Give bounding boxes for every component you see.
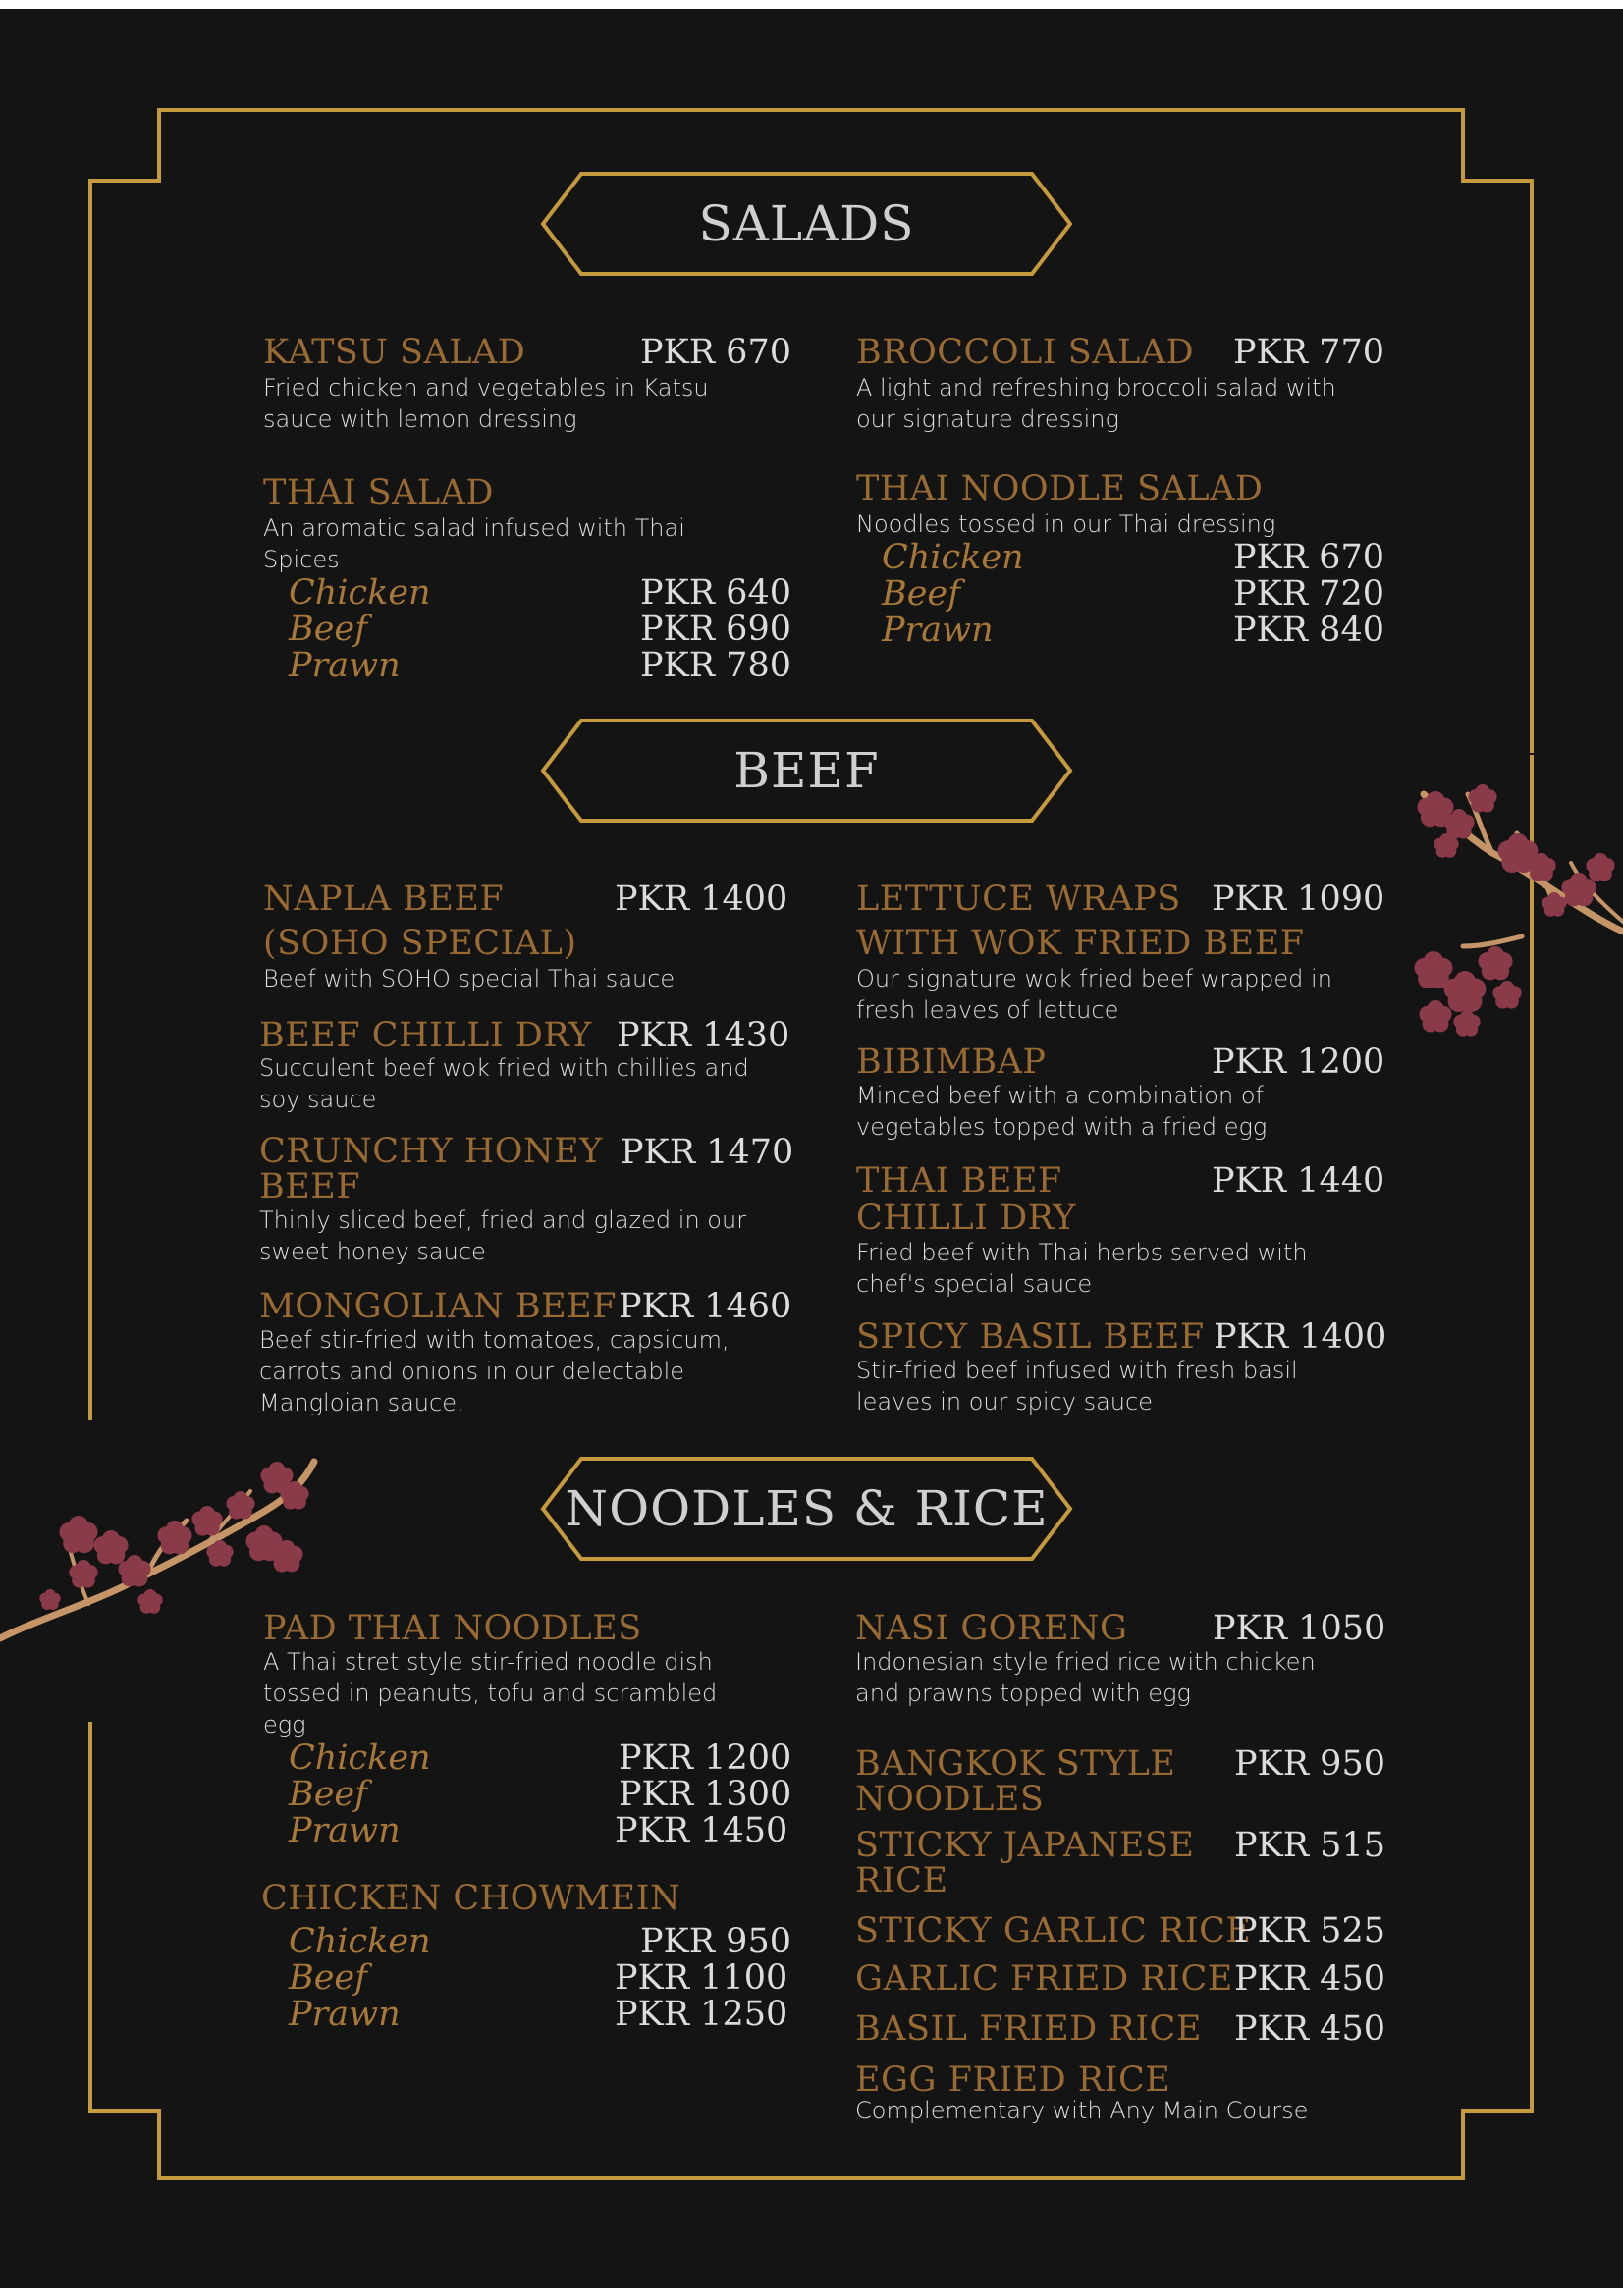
option-price: PKR 1300	[619, 1775, 792, 1814]
option-row	[261, 1958, 788, 1998]
option-name: Prawn	[289, 1811, 401, 1850]
item-price: PKR 950	[1234, 1744, 1385, 1784]
option-name: Beef	[289, 1775, 368, 1814]
option-price: PKR 840	[1233, 611, 1384, 650]
menu-item-pad-thai-noodles	[263, 1609, 792, 1850]
item-description: Fried chicken and vegetables in Katsu sauce with lemon dressing	[263, 374, 709, 433]
menu-item-napla-beef	[263, 880, 788, 994]
item-price: PKR 515	[1234, 1826, 1385, 1865]
option-price: PKR 780	[640, 646, 791, 685]
item-description: An aromatic salad infused with Thai Spices	[263, 514, 685, 573]
item-name: CHICKEN CHOWMEIN	[261, 1879, 681, 1918]
item-name: SPICY BASIL BEEF	[856, 1317, 1205, 1357]
option-name: Chicken	[882, 538, 1024, 577]
item-name: BANGKOK STYLE	[855, 1744, 1176, 1784]
item-price: PKR 1440	[1212, 1161, 1385, 1201]
item-name-line2: CHILLI DRY	[856, 1199, 1077, 1238]
item-name-line2: NOODLES	[855, 1780, 1045, 1819]
item-name: GARLIC FRIED RICE	[855, 1959, 1233, 1999]
option-row	[261, 1922, 791, 1961]
option-price: PKR 640	[640, 573, 791, 613]
option-price: PKR 670	[1233, 538, 1384, 577]
option-row	[263, 610, 791, 649]
menu-item-egg-fried-rice	[855, 2062, 1377, 2123]
item-price: PKR 1400	[615, 880, 788, 919]
item-description: A light and refreshing broccoli salad with our signature dressing	[856, 374, 1336, 433]
menu-item-chicken-chowmein	[261, 1879, 791, 2034]
item-price: PKR 1050	[1213, 1609, 1386, 1648]
item-name: LETTUCE WRAPS	[856, 880, 1181, 919]
item-name-line2: BEEF	[259, 1167, 361, 1206]
option-row	[263, 573, 791, 613]
section-title-beef: BEEF	[733, 742, 880, 799]
section-title-salads: SALADS	[698, 195, 915, 252]
item-name: BROCCOLI SALAD	[856, 333, 1195, 372]
item-name: PAD THAI NOODLES	[263, 1609, 642, 1648]
item-name: KATSU SALAD	[263, 333, 526, 372]
menu-item-thai-beef-chilli-dry	[856, 1161, 1385, 1300]
menu-item-katsu-salad	[263, 333, 791, 435]
item-name: STICKY JAPANESE	[855, 1826, 1195, 1865]
option-row	[856, 574, 1384, 614]
cherry-blossom-left-flowers	[39, 1462, 308, 1614]
item-description: Beef with SOHO special Thai sauce	[263, 965, 676, 992]
item-name: BASIL FRIED RICE	[855, 2009, 1202, 2049]
menu-page	[0, 9, 1623, 2288]
item-price: PKR 525	[1234, 1911, 1385, 1950]
item-description: Stir-fried beef infused with fresh basil leaves in our spicy sauce	[856, 1357, 1298, 1415]
menu-item-sticky-garlic-rice	[855, 1911, 1385, 1950]
option-row	[856, 611, 1384, 650]
option-name: Prawn	[289, 646, 401, 685]
menu-item-bangkok-style-noodles	[855, 1744, 1385, 1819]
item-name: THAI NOODLE SALAD	[856, 469, 1264, 508]
item-description: Indonesian style fried rice with chicken and prawns topped with egg	[855, 1648, 1316, 1707]
option-name: Chicken	[289, 1922, 431, 1961]
item-price: PKR 1430	[617, 1016, 790, 1055]
item-price: PKR 670	[640, 333, 791, 372]
item-name: THAI BEEF	[856, 1161, 1062, 1201]
option-name: Chicken	[289, 1738, 431, 1778]
item-name: BEEF CHILLI DRY	[259, 1016, 592, 1055]
menu-item-mongolian-beef	[259, 1287, 792, 1418]
option-row	[263, 1738, 792, 1778]
option-name: Prawn	[289, 1995, 401, 2034]
menu-item-beef-chilli-dry	[259, 1016, 790, 1115]
option-price: PKR 1100	[615, 1958, 788, 1998]
menu-item-thai-salad	[263, 473, 791, 685]
item-price: PKR 450	[1234, 1959, 1385, 1999]
item-description: Thinly sliced beef, fried and glazed in our sweet honey sauce	[259, 1206, 747, 1265]
option-row	[263, 1811, 788, 1850]
menu-item-thai-noodle-salad	[856, 469, 1384, 650]
item-name-line2: (SOHO SPECIAL)	[263, 924, 577, 963]
item-name: THAI SALAD	[263, 473, 494, 512]
item-name-line2: RICE	[855, 1861, 948, 1900]
item-price: PKR 1470	[621, 1133, 794, 1172]
option-row	[263, 646, 791, 685]
option-row	[261, 1995, 788, 2034]
option-row	[856, 538, 1384, 577]
item-description: Complementary with Any Main Course	[855, 2097, 1309, 2124]
item-name: BIBIMBAP	[856, 1042, 1047, 1082]
option-name: Beef	[882, 574, 961, 614]
item-price: PKR 1090	[1212, 880, 1385, 919]
item-name: NAPLA BEEF	[263, 880, 505, 919]
item-description: Our signature wok fried beef wrapped in fresh leaves of lettuce	[856, 965, 1332, 1024]
item-description: Noodles tossed in our Thai dressing	[856, 510, 1276, 538]
option-name: Beef	[289, 1958, 368, 1998]
item-description: A Thai stret style stir-fried noodle dish tossed in peanuts, tofu and scrambled egg	[263, 1648, 718, 1738]
item-price: PKR 1400	[1214, 1317, 1387, 1357]
item-price: PKR 1460	[619, 1287, 792, 1326]
item-description: Minced beef with a combination of vegetables topped with a fried egg	[856, 1082, 1268, 1141]
section-title-noodles-rice: NOODLES & RICE	[565, 1480, 1049, 1537]
menu-item-basil-fried-rice	[855, 2009, 1385, 2049]
item-name: STICKY GARLIC RICE	[855, 1911, 1252, 1950]
option-name: Prawn	[882, 611, 994, 650]
item-price: PKR 770	[1233, 333, 1384, 372]
option-row	[263, 1775, 792, 1814]
menu-item-garlic-fried-rice	[855, 1959, 1385, 1999]
option-price: PKR 1250	[615, 1995, 788, 2034]
menu-item-lettuce-wraps	[856, 880, 1385, 1026]
item-description: Succulent beef wok fried with chillies and soy sauce	[259, 1054, 749, 1113]
item-name: MONGOLIAN BEEF	[259, 1287, 618, 1326]
item-name: CRUNCHY HONEY	[259, 1132, 603, 1171]
item-name-line2: WITH WOK FRIED BEEF	[856, 924, 1305, 963]
option-name: Chicken	[289, 573, 431, 613]
item-description: Beef stir-fried with tomatoes, capsicum, carrots and onions in our delectable Mangloian sauce.	[259, 1326, 730, 1416]
option-price: PKR 1200	[619, 1738, 792, 1778]
option-price: PKR 720	[1233, 574, 1384, 614]
menu-item-bibimbap	[856, 1042, 1385, 1143]
item-description: Fried beef with Thai herbs served with chef's special sauce	[856, 1239, 1308, 1298]
option-price: PKR 1450	[615, 1811, 788, 1850]
menu-item-broccoli-salad	[856, 333, 1384, 435]
option-price: PKR 690	[640, 610, 791, 649]
menu-item-crunchy-honey-beef	[259, 1132, 794, 1267]
item-name: NASI GORENG	[855, 1609, 1128, 1648]
item-price: PKR 450	[1234, 2009, 1385, 2049]
item-name: EGG FRIED RICE	[855, 2060, 1171, 2100]
menu-item-nasi-goreng	[855, 1609, 1386, 1709]
menu-item-spicy-basil-beef	[856, 1317, 1387, 1417]
option-name: Beef	[289, 610, 368, 649]
item-price: PKR 1200	[1212, 1042, 1385, 1082]
menu-item-sticky-japanese-rice	[855, 1826, 1385, 1900]
option-price: PKR 950	[640, 1922, 791, 1961]
